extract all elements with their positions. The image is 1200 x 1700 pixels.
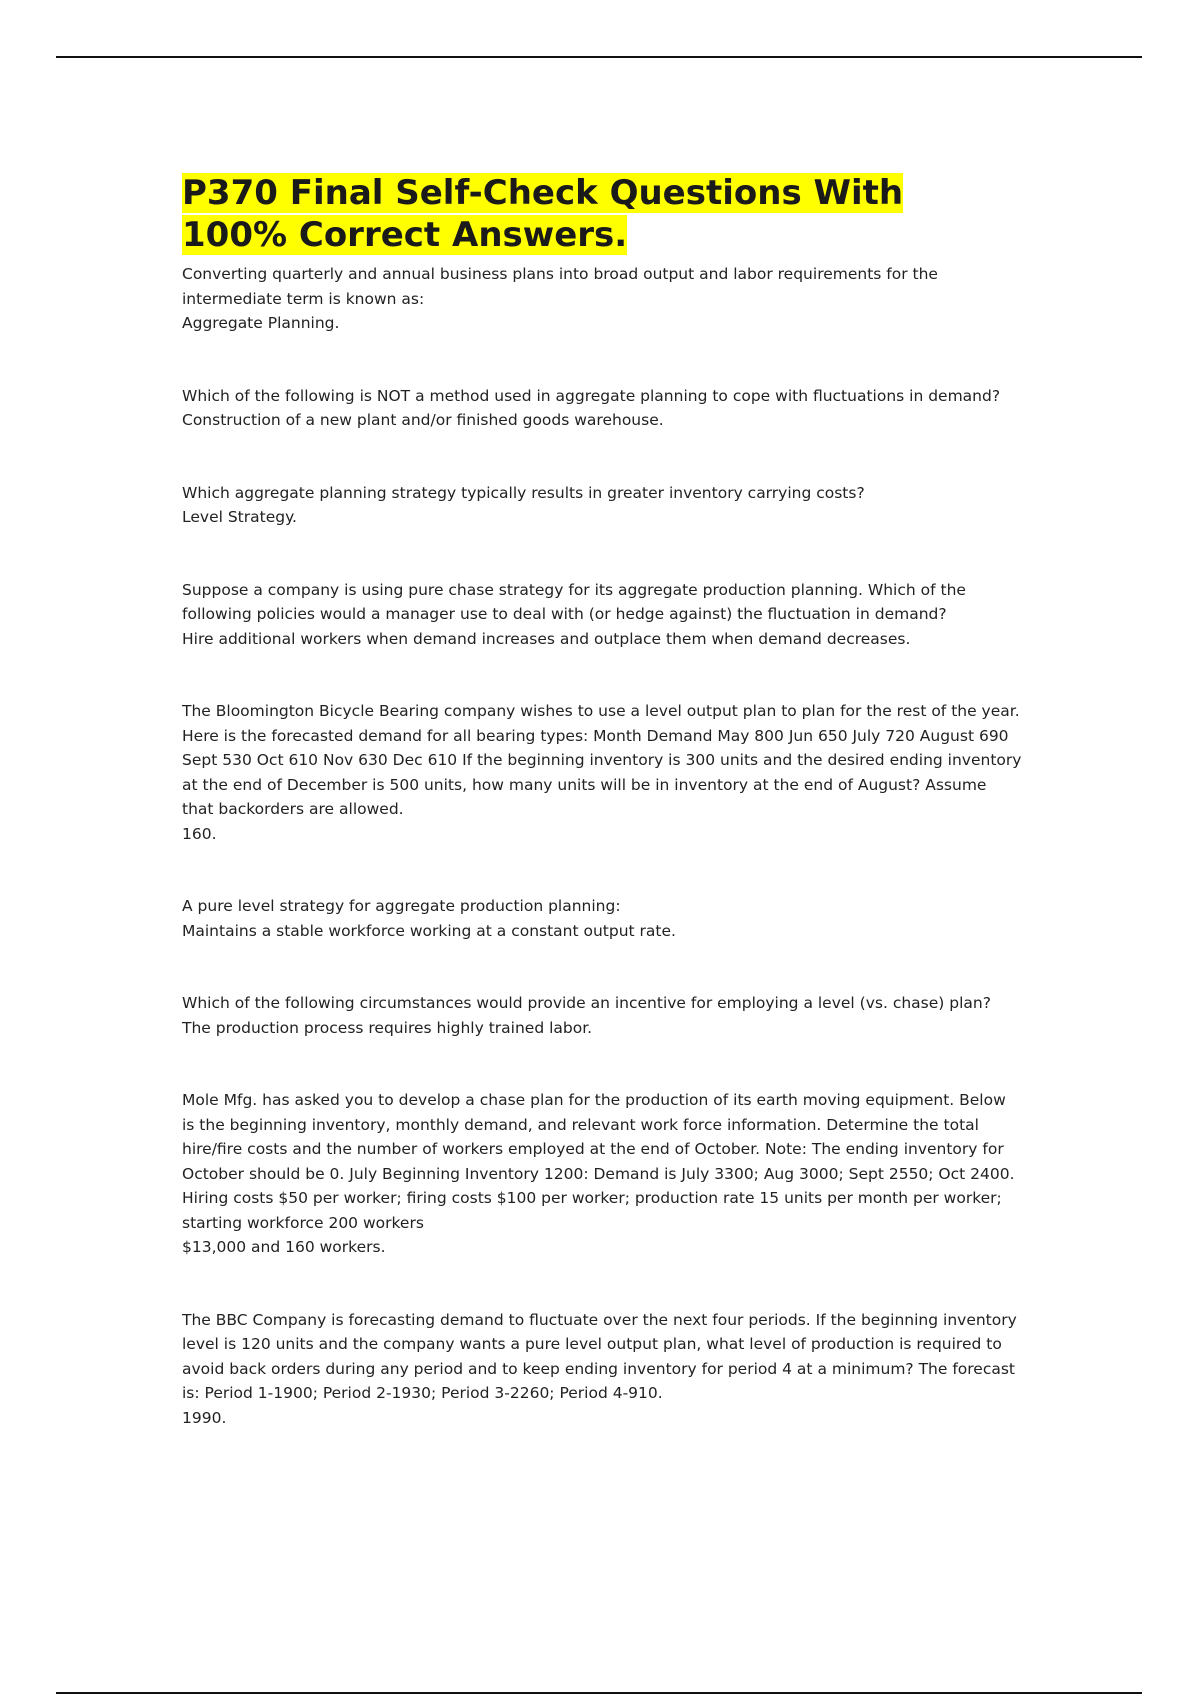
answer-text: 160.	[182, 824, 217, 843]
question-text: Which aggregate planning strategy typically results in greater inventory carrying costs?	[182, 483, 865, 502]
question-text: Which of the following is NOT a method used in aggregate planning to cope with fluctuations in demand?	[182, 386, 1001, 405]
question-text: Converting quarterly and annual business plans into broad output and labor requirements for the intermediate term is known as:	[182, 265, 938, 308]
qa-item-2	[182, 384, 1022, 433]
question-text: Which of the following circumstances would provide an incentive for employing a level (vs. chase) plan?	[182, 994, 991, 1012]
title-line-2: 100% Correct Answers.	[182, 215, 628, 255]
answer-text: Maintains a stable workforce working at a constant output rate.	[182, 921, 676, 940]
answer-text: 1990.	[182, 1408, 227, 1427]
answer-text: Aggregate Planning.	[182, 314, 340, 332]
answer-text: $13,000 and 160 workers.	[182, 1238, 386, 1256]
question-text: Mole Mfg. has asked you to develop a chase plan for the production of its earth moving equipment. Below is the beginning inventory, monthly demand, and relevant work force information. Determine the total hire/fire costs and the number of workers employed at the end of October. Note: The ending inventory for October should be 0. July Beginning Inventory 1200: Demand is July 3300; Aug 3000; Sept 2550; Oct 2400. Hiring costs $50 per worker; firing costs $100 per worker; production rate 15 units per month per worker; starting workforce 200 workers	[182, 1091, 1015, 1232]
question-text: The Bloomington Bicycle Bearing company wishes to use a level output plan to plan for the rest of the year. Here is the forecasted demand for all bearing types: Month Demand May 800 Jun 650 July 720 August 690 Sept 530 Oct 610 Nov 630 Dec 610 If the beginning inventory is 300 units and the desired ending inventory at the end of December is 500 units, how many units will be in inventory at the end of August? Assume that backorders are allowed.	[182, 702, 1022, 818]
qa-item-4	[182, 578, 1022, 652]
qa-item-8	[182, 1088, 1022, 1260]
answer-text: Level Strategy.	[182, 508, 297, 526]
question-text: The BBC Company is forecasting demand to fluctuate over the next four periods. If the beginning inventory level is 120 units and the company wants a pure level output plan, what level of production is required to avoid back orders during any period and to keep ending inventory for period 4 at a minimum? The forecast is: Period 1-1900; Period 2-1930; Period 3-2260; Period 4-910.	[182, 1310, 1017, 1402]
qa-item-9	[182, 1308, 1022, 1431]
qa-item-5	[182, 699, 1022, 846]
bottom-rule	[56, 1692, 1142, 1694]
qa-item-7	[182, 991, 1022, 1040]
top-rule	[56, 56, 1142, 58]
answer-text: Hire additional workers when demand increases and outplace them when demand decreases.	[182, 629, 911, 648]
qa-item-6	[182, 894, 1022, 943]
question-text: Suppose a company is using pure chase strategy for its aggregate production planning. Which of the following policies would a manager use to deal with (or hedge against) the fluctuation in demand?	[182, 580, 966, 623]
answer-text: Construction of a new plant and/or finished goods warehouse.	[182, 411, 664, 429]
document-body	[182, 172, 1022, 1478]
document-title	[182, 172, 1022, 256]
qa-item-3	[182, 481, 1022, 530]
title-line-1: P370 Final Self-Check Questions With	[182, 173, 904, 213]
answer-text: The production process requires highly trained labor.	[182, 1018, 593, 1037]
question-text: A pure level strategy for aggregate production planning:	[182, 897, 621, 915]
qa-item-1	[182, 262, 1022, 336]
